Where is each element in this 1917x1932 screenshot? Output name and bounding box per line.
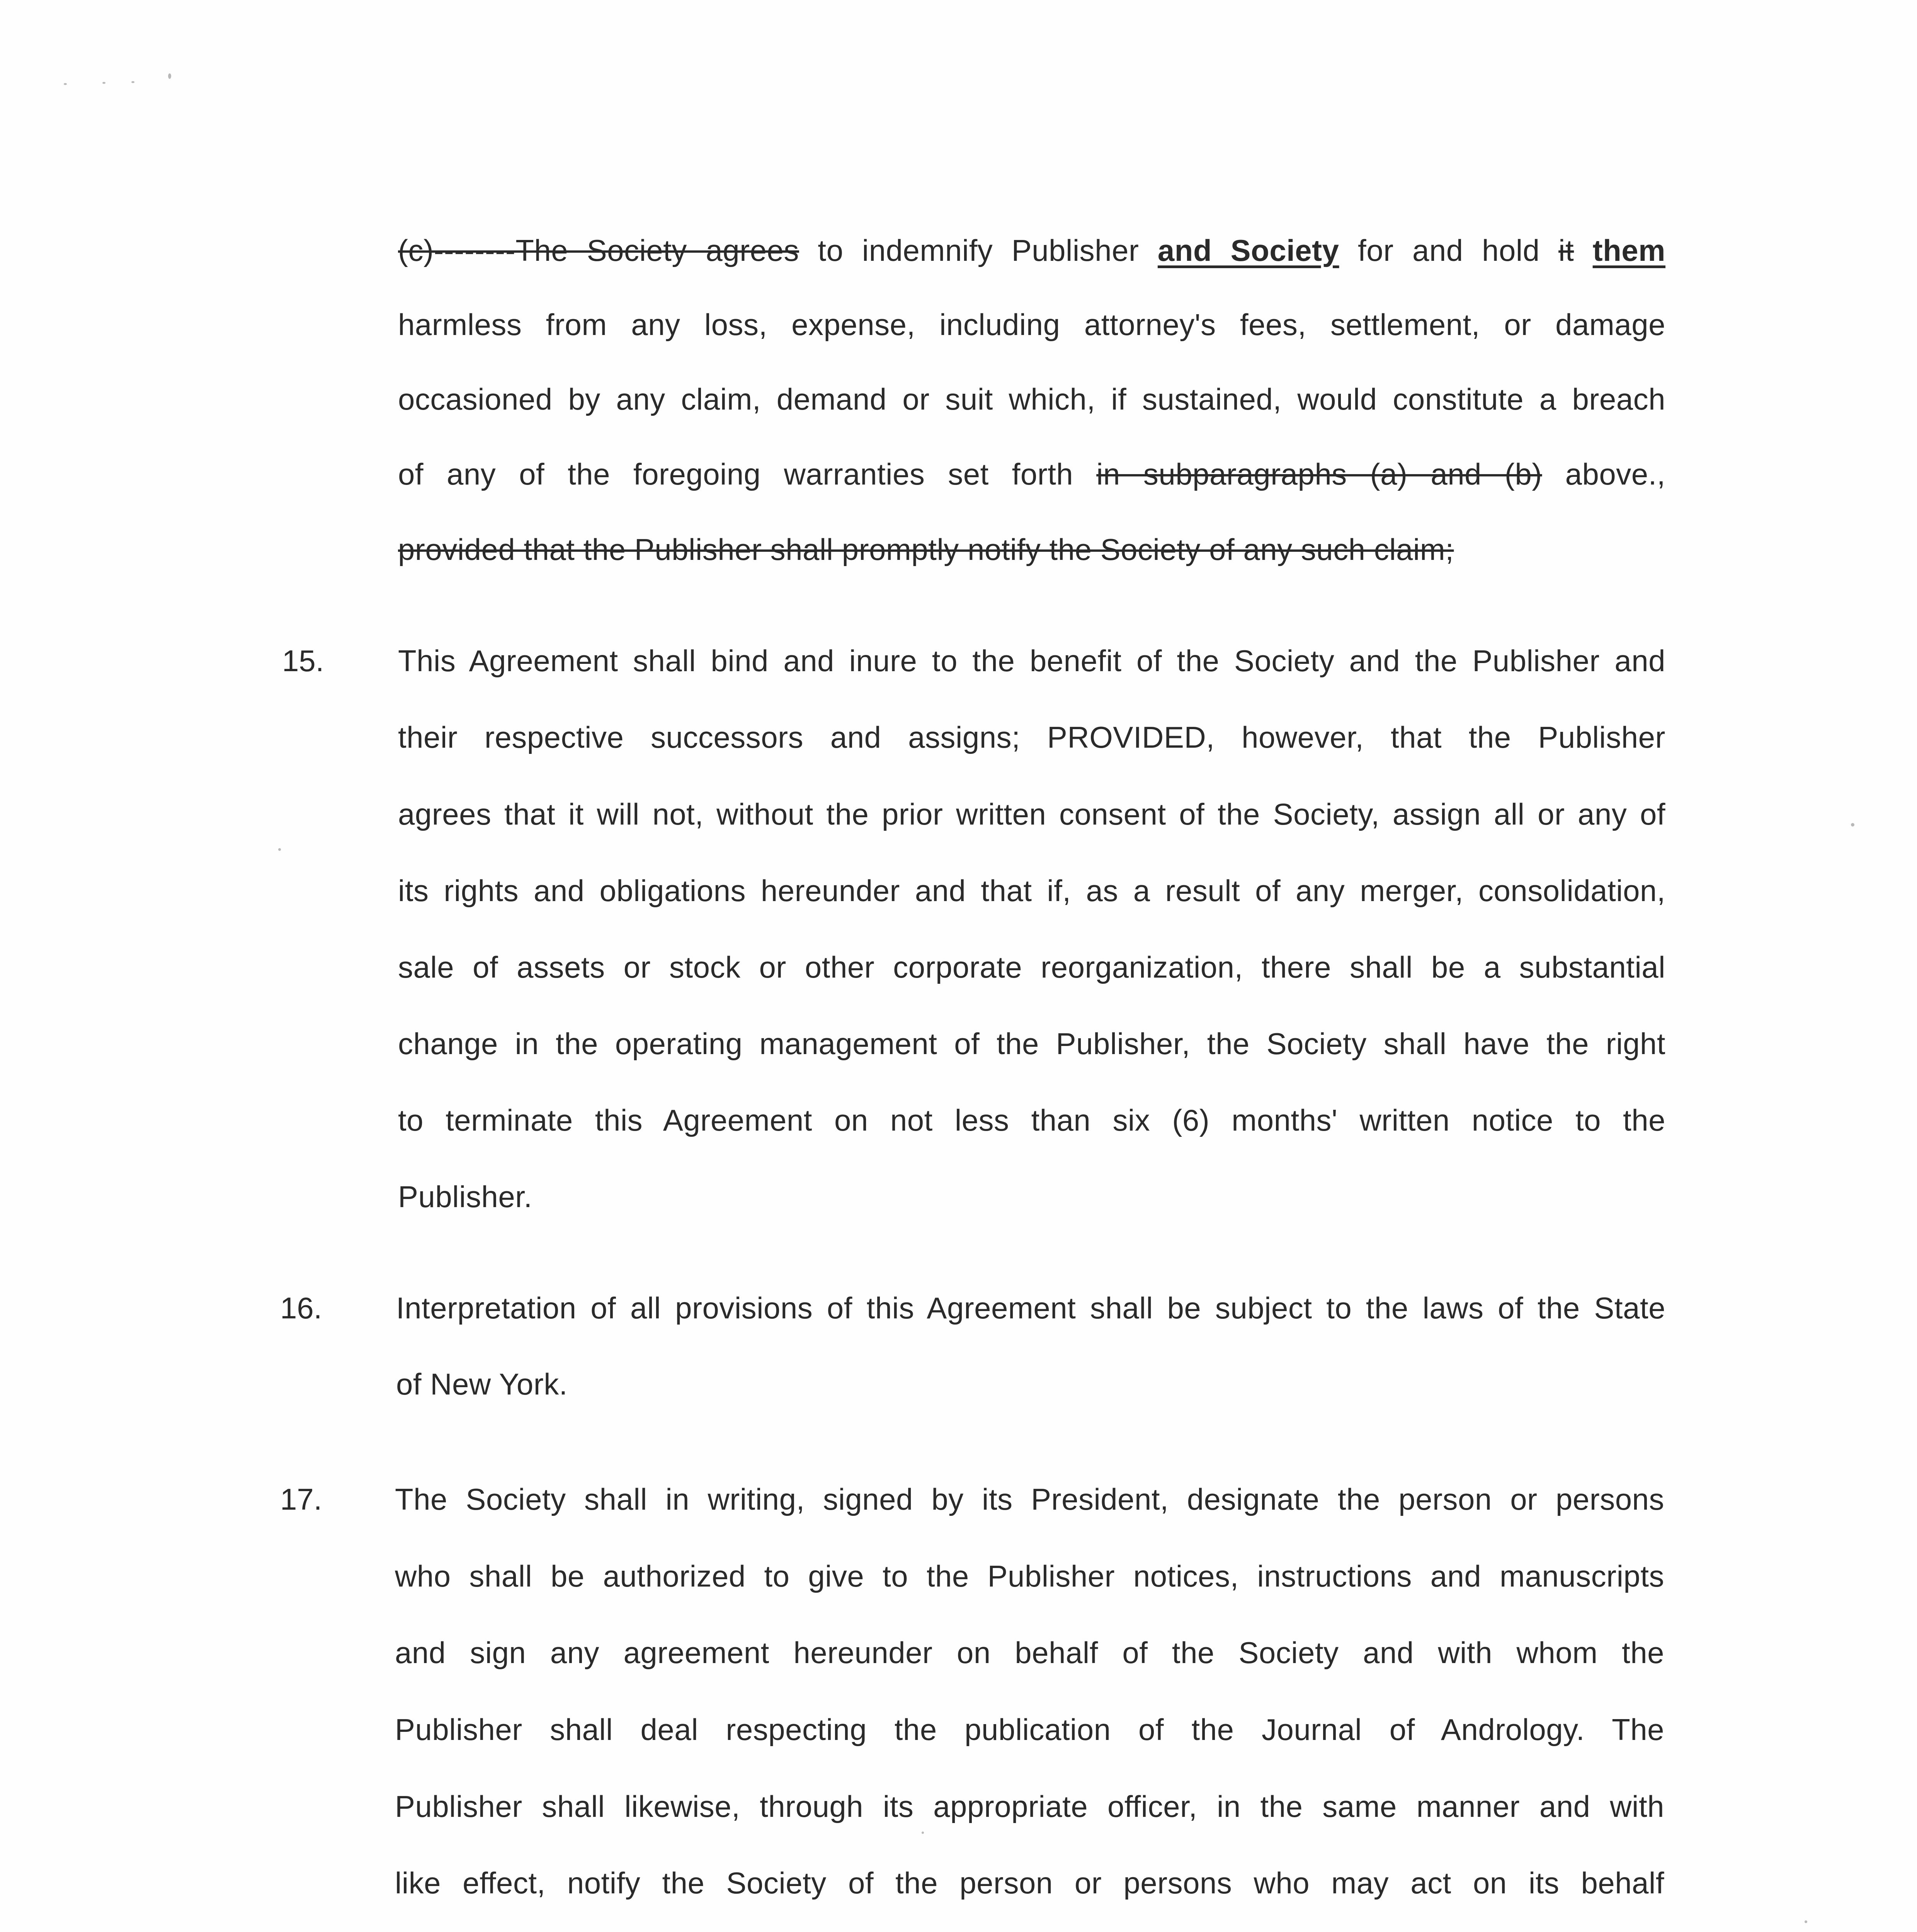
scan-speck <box>1851 823 1854 827</box>
scan-speck <box>64 83 67 85</box>
clause-15-line: sale of assets or stock or other corporate reorganization, there shall be a substantial <box>398 950 1665 984</box>
clause-c-line-1: (c)--------The Society agrees to indemnify Publisher and Society for and hold it them <box>398 233 1665 267</box>
clause-17-line: Publisher shall likewise, through its appropriate officer, in the same manner and with <box>395 1789 1664 1823</box>
clause-16-line-1: Interpretation of all provisions of this Agreement shall be subject to the laws of the State <box>396 1291 1665 1325</box>
clause-15-line: change in the operating management of the Publisher, the Society shall have the right <box>398 1027 1665 1061</box>
struck-text: in subparagraphs (a) and (b) <box>1096 457 1542 491</box>
clause-17-line: The Society shall in writing, signed by its President, designate the person or persons <box>395 1482 1664 1516</box>
scan-speck <box>168 73 171 79</box>
clause-17-number: 17. <box>280 1482 322 1516</box>
inserted-text: them <box>1592 233 1665 267</box>
struck-text: (c)--------The Society agrees <box>398 233 799 267</box>
clause-17-line: and sign any agreement hereunder on behalf of the Society and with whom the <box>395 1636 1664 1670</box>
clause-15-line: This Agreement shall bind and inure to the benefit of the Society and the Publisher and <box>398 644 1665 678</box>
clause-17-line: Publisher shall deal respecting the publication of the Journal of Andrology. The <box>395 1713 1664 1747</box>
inserted-text: and Society <box>1157 233 1339 267</box>
clause-15-line: to terminate this Agreement on not less than six (6) months' written notice to the <box>398 1103 1665 1137</box>
clause-15-line: agrees that it will not, without the prior written consent of the Society, assign all or any of <box>398 797 1665 831</box>
clause-c-line-5: provided that the Publisher shall promptly notify the Society of any such claim; <box>398 532 1454 566</box>
clause-16-line-2: of New York. <box>396 1367 568 1401</box>
scan-speck <box>131 81 134 83</box>
clause-c-line-4: of any of the foregoing warranties set forth in subparagraphs (a) and (b) above., <box>398 457 1665 491</box>
clause-16-number: 16. <box>280 1291 322 1325</box>
clause-15-line: its rights and obligations hereunder and that if, as a result of any merger, consolidation, <box>398 874 1665 908</box>
clause-15-line: their respective successors and assigns; PROVIDED, however, that the Publisher <box>398 720 1665 754</box>
scan-speck <box>1805 1920 1807 1923</box>
scan-speck <box>922 1832 924 1834</box>
scan-speck <box>102 82 105 84</box>
scan-speck <box>278 848 281 851</box>
clause-17-line: who shall be authorized to give to the Publisher notices, instructions and manuscripts <box>395 1559 1664 1593</box>
clause-15-last-line: Publisher. <box>398 1180 532 1214</box>
clause-15-number: 15. <box>282 644 324 678</box>
clause-c-line-2: harmless from any loss, expense, including attorney's fees, settlement, or damage <box>398 308 1665 342</box>
clause-17-line: like effect, notify the Society of the person or persons who may act on its behalf <box>395 1866 1664 1900</box>
clause-c-line-3: occasioned by any claim, demand or suit which, if sustained, would constitute a breach <box>398 382 1665 416</box>
struck-text: it <box>1558 233 1574 267</box>
